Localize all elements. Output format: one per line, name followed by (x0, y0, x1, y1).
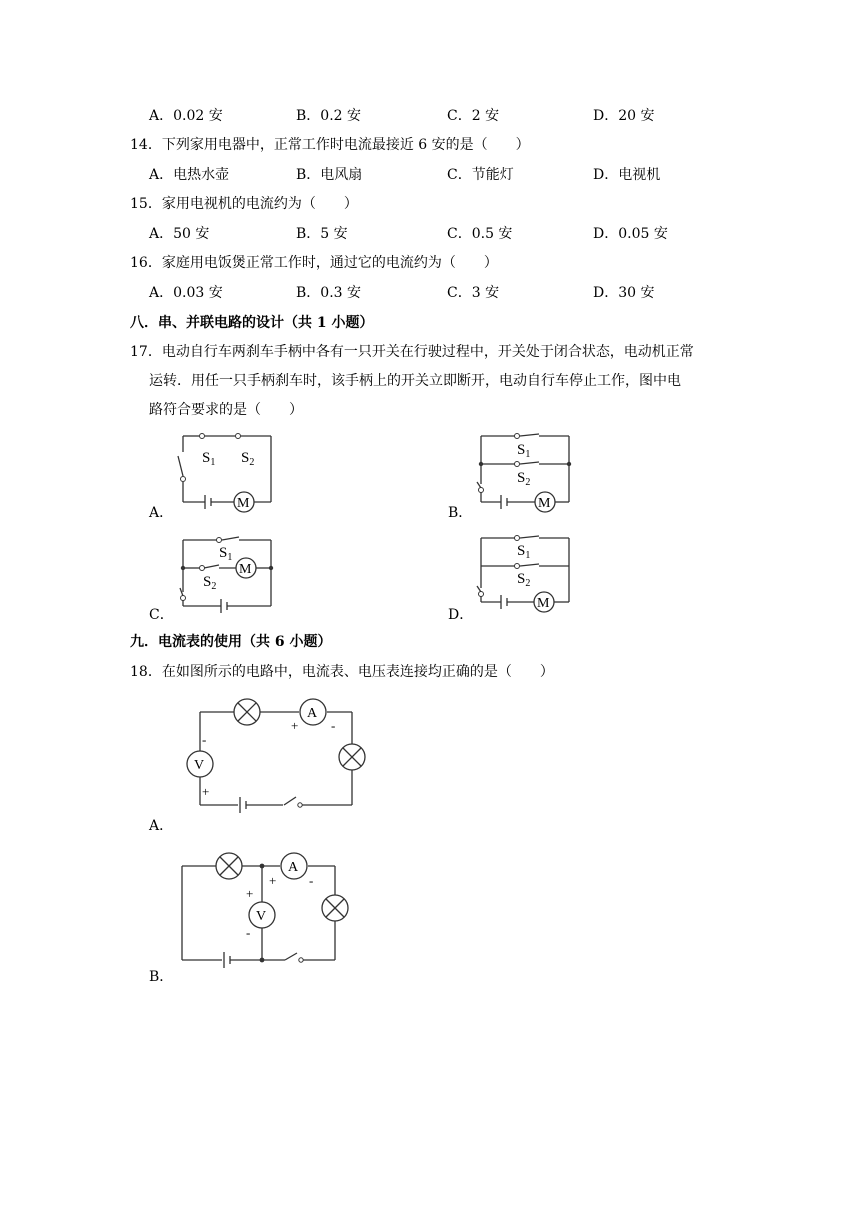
svg-text:+: + (246, 886, 254, 901)
q16-option-d: D．30 安 (593, 285, 655, 301)
q17-circuit-c (175, 530, 280, 618)
svg-text:S2: $S_2$ (203, 574, 217, 592)
q17-circuit-b (473, 428, 578, 516)
q18-label-b: B． (149, 969, 174, 985)
svg-text:+: + (291, 718, 299, 733)
section-heading-8: 八．串、并联电路的设计（共 1 小题） (130, 315, 374, 331)
svg-text:S1: $S_1$ (202, 450, 216, 468)
svg-text:-: - (246, 925, 251, 940)
q13-option-b: B．0.2 安 (296, 108, 362, 124)
voltmeter-label: V (194, 758, 205, 773)
q13-option-c: C．2 安 (447, 108, 500, 124)
q14-stem: 14．下列家用电器中，正常工作时电流最接近 6 安的是（ ） (130, 137, 530, 153)
q14-option-c: C．节能灯 (447, 167, 514, 183)
q17-stem-line3: 路符合要求的是（ ） (149, 402, 303, 418)
s2-label: S (241, 450, 250, 466)
q17-label-c: C． (149, 607, 174, 623)
svg-text:M: M (239, 562, 252, 577)
svg-text:S2: $S_2$ (241, 450, 255, 468)
ammeter-label: A (307, 706, 318, 721)
svg-text:S2: $S_2$ (517, 470, 531, 488)
q13-option-d: D．20 安 (593, 108, 655, 124)
s1-label: S (202, 450, 211, 466)
q14-option-b: B．电风扇 (296, 167, 363, 183)
q14-option-a: A．电热水壶 (149, 167, 230, 183)
q18-circuit-a (180, 694, 370, 814)
q15-option-a: A．50 安 (149, 226, 210, 242)
q15-option-c: C．0.5 安 (447, 226, 513, 242)
svg-text:M: M (538, 496, 551, 511)
svg-text:+: + (202, 784, 210, 799)
svg-text:V: V (256, 909, 267, 924)
q17-label-b: B． (448, 505, 473, 521)
q15-stem: 15．家用电视机的电流约为（ ） (130, 196, 358, 212)
svg-text:S1: $S_1$ (219, 545, 233, 563)
q13-option-a: A．0.02 安 (149, 108, 223, 124)
q16-option-c: C．3 安 (447, 285, 500, 301)
q15-option-d: D．0.05 安 (593, 226, 668, 242)
svg-text:S1: $S_1$ (517, 543, 531, 561)
q17-stem-line1: 17．电动自行车两刹车手柄中各有一只开关在行驶过程中，开关处于闭合状态，电动机正常 (130, 344, 694, 360)
q17-stem-line2: 运转．用任一只手柄刹车时，该手柄上的开关立即断开，电动自行车停止工作，图中电 (149, 373, 681, 389)
q16-option-a: A．0.03 安 (149, 285, 223, 301)
q18-label-a: A． (149, 818, 174, 834)
q17-label-d: D． (448, 607, 474, 623)
svg-text:M: M (537, 596, 550, 611)
q15-option-b: B．5 安 (296, 226, 348, 242)
q17-circuit-d (473, 530, 578, 618)
svg-text:-: - (331, 718, 336, 733)
q14-option-d: D．电视机 (593, 167, 661, 183)
svg-text:-: - (202, 732, 207, 747)
q18-circuit-b (175, 850, 365, 975)
motor-label: M (237, 496, 250, 511)
q16-option-b: B．0.3 安 (296, 285, 362, 301)
svg-text:+: + (269, 873, 277, 888)
q16-stem: 16．家庭用电饭煲正常工作时，通过它的电流约为（ ） (130, 255, 498, 271)
q17-circuit-a (175, 428, 280, 516)
q18-stem: 18．在如图所示的电路中，电流表、电压表连接均正确的是（ ） (130, 664, 554, 680)
svg-text:S1: $S_1$ (517, 442, 531, 460)
section-heading-9: 九．电流表的使用（共 6 小题） (130, 634, 332, 650)
q17-label-a: A． (149, 505, 174, 521)
svg-text:-: - (309, 873, 314, 888)
svg-text:S2: $S_2$ (517, 571, 531, 589)
svg-text:A: A (288, 860, 299, 875)
